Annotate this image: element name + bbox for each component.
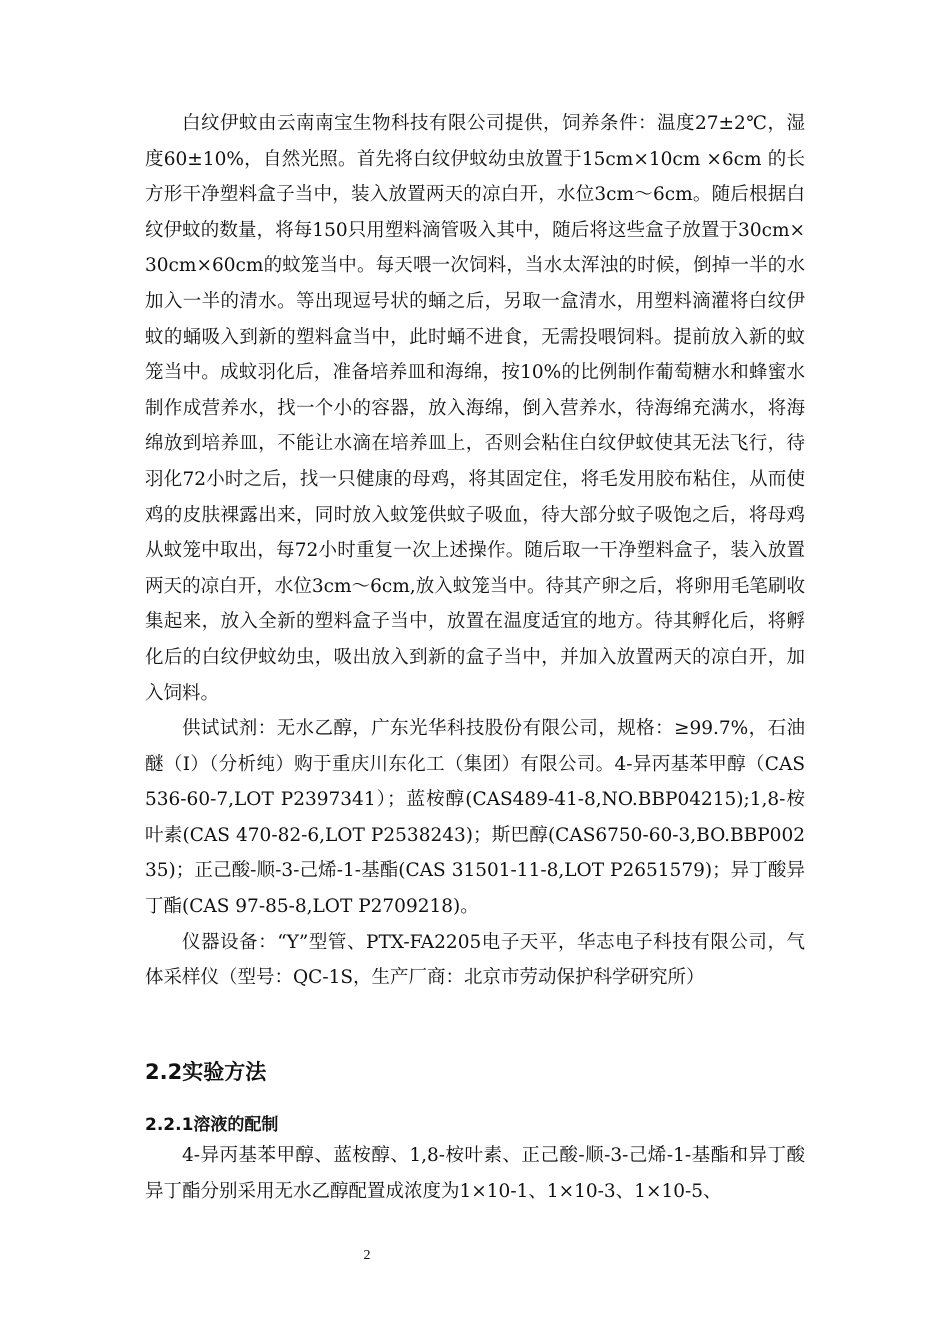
solution-prep-paragraph: 4-异丙基苯甲醇、蓝桉醇、1,8-桉叶素、正己酸-顺-3-己烯-1-基酯和异丁酸异丁酯分别采用无水乙醇配置成浓度为1×10-1、1×10-3、1×10-5、 <box>145 1145 805 1202</box>
subsection-heading: 2.2.1溶液的配制 <box>145 1115 279 1135</box>
reagents-paragraph: 供试试剂：无水乙醇，广东光华科技股份有限公司，规格：≥99.7%，石油醚（Ⅰ）（分析纯）购于重庆川东化工（集团）有限公司。4-异丙基苯甲醇（CAS 536-60-7,LOT P2397341）；蓝桉醇(CAS489-41-8,NO.BBP04215);1,8-桉叶素(CAS 470-82-6,LOT P2538243)；斯巴醇(CAS6750-60-3,BO.BBP00235)；正己酸-顺-3-己烯-1-基酯(CAS 31501-11-8,LOT P2651579)；异丁酸异丁酯(CAS 97-85-8,LOT P2709218)。 <box>145 718 805 918</box>
page-number: 2 <box>363 1248 371 1263</box>
instruments-paragraph: 仪器设备：“Y”型管、PTX-FA2205电子天平，华志电子科技有限公司，气体采样仪（型号：QC-1S，生产厂商：北京市劳动保护科学研究所） <box>145 931 805 989</box>
materials-section <box>145 106 805 996</box>
mosquito-rearing-paragraph: 白纹伊蚊由云南南宝生物科技有限公司提供，饲养条件：温度27±2℃，湿度60±10%，自然光照。首先将白纹伊蚊幼虫放置于15cm×10cm ×6cm 的长方形干净塑料盒子当中，装入放置两天的凉白开，水位3cm～6cm。随后根据白纹伊蚊的数量，将每150只用塑料滴管吸入其中，随后将这些盒子放置于30cm×30cm×60cm的蚊笼当中。每天喂一次饲料，当水太浑浊的时候，倒掉一半的水加入一半的清水。等出现逗号状的蛹之后，另取一盒清水，用塑料滴灌将白纹伊蚊的蛹吸入到新的塑料盒当中，此时蛹不进食，无需投喂饲料。提前放入新的蚊笼当中。成蚊羽化后，准备培养皿和海绵，按10%的比例制作葡萄糖水和蜂蜜水制作成营养水，找一个小的容器，放入海绵，倒入营养水，待海绵充满水，将海绵放到培养皿，不能让水滴在培养皿上，否则会粘住白纹伊蚊使其无法飞行，待羽化72小时之后，找一只健康的母鸡，将其固定住，将毛发用胶布粘住，从而使鸡的皮肤裸露出来，同时放入蚊笼供蚊子吸血，待大部分蚊子吸饱之后，将母鸡从蚊笼中取出，每72小时重复一次上述操作。随后取一干净塑料盒子，装入放置两天的凉白开，水位3cm～6cm,放入蚊笼当中。待其产卵之后，将卵用毛笔刷收集起来，放入全新的塑料盒子当中，放置在温度适宜的地方。待其孵化后，将孵化后的白纹伊蚊幼虫，吸出放入到新的盒子当中，并加入放置两天的凉白开，加入饲料。 <box>145 113 805 704</box>
section-heading: 2.2实验方法 <box>145 1060 267 1084</box>
